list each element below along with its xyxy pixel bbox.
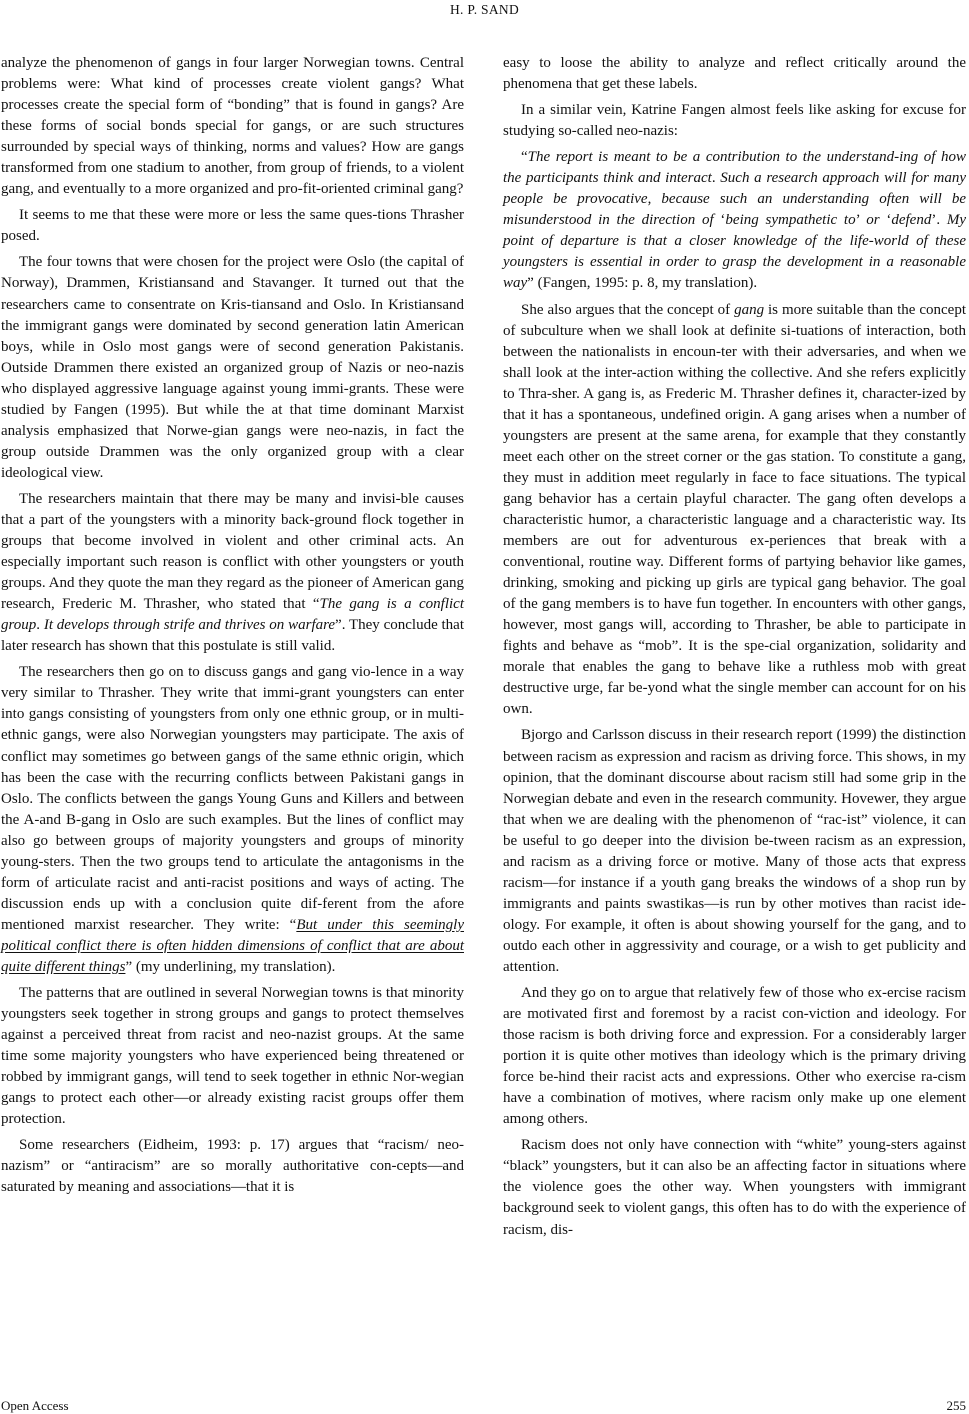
paragraph: The patterns that are outlined in several Norwegian towns is that minority youngsters seek together in strong groups and gangs to protect themselves against a perceived threat from racist and neo-nazist groups. At the same time some majority youngsters who have experienced being threatened or robbed by immigrant gangs, will tend to seek together in ethnic Nor-wegian gangs to protect each other—or already existing racist groups offer them protection.: [1, 985, 464, 1128]
paragraph: The four towns that were chosen for the project were Oslo (the capital of Norway), Drammen, Kristiansand and Stavanger. It turned out that the researchers came to consentrate on Kris-tiansand and Oslo. In Kristiansand the immigrant gangs were dominated by second generation latin American boys, while in Oslo most gangs were of second generation Pakistanis. Outside Drammen there existed an organized group of Nazis or neo-nazis who displayed aggressive language against young immi-grants. These were studied by Fangen (1995). But while the at that time dominant Marxist analysis emphasized that Norwe-gian gangs were neo-nazis, in fact the group outside Drammen was the only organized group with a clear ideological view.: [1, 254, 464, 481]
italic-quote: being sympathetic to: [725, 212, 856, 229]
italic-quote: The gang is a conflict group: [1, 596, 464, 634]
text-span: ” (Fangen, 1995: p. 8, my translation).: [527, 275, 758, 292]
footer-journal-label: Open Access: [1, 1398, 69, 1413]
right-column: [503, 53, 966, 1241]
text-span: is more suitable than the concept of subculture when we shall look at definite si-tuations of interaction, both between the nationalists in encoun-ter with their adversaries, and when we shall look at the inter-action withing the collective. And she refers explicitly to Thra-sher. A gang is, as Frederic M. Thrasher defines it, character-ized by that it has a spontaneous, undefined origin. A gang arises when a number of youngsters are present at the same arena, for example that they constantly meet each other on the street corner or the gas station. To constitute a gang, they must in addition meet regularly in face to face situations. The typical gang behavior has a certain playful character. The gang often develops a characteristic humor, a characteristic language and a characteristic way. Its members are out for adventurous ex-periences that break with a conventional, routine way. Different forms of partying behavior like games, drinking, smoking and picking up girls are typical gang behavior. The goal of the gang members is to have fun together. In encounters with other gangs, however, most gangs will, according to Thrasher, be able to participate in fights and behave as “mob”. It is the spe-cial organization, solidarity and morale that enables the gang to behave like a ruthless mob with great destructive urge, far be-yond what the single member can account for on his own.: [503, 301, 966, 718]
underlined-quote: But under this seemingly political conflict there is often hidden dimensions of conflict that are about quite different things: [1, 916, 464, 975]
paragraph: And they go on to argue that relatively few of those who ex-ercise racism are motivated first and foremost by a racist con-viction and ideology. For those racism is both driving force and expression. For a considerably larger portion it is quite other motives than ideology which is the primary driving force be-hind their racist acts and expressions. Other who exercise ra-cism have a combination of motives, where racism only make up one element among others.: [503, 985, 966, 1128]
running-header: H. P. SAND: [449, 2, 520, 17]
text-span: ,: [647, 191, 662, 208]
italic-quote: It develops through strife and thrives on warfare: [43, 617, 336, 634]
text-span: .: [36, 617, 44, 634]
text-span: ” (my underlining, my translation).: [125, 958, 336, 975]
paragraph: It seems to me that these were more or less the same ques-tions Thrasher posed.: [1, 207, 464, 245]
italic-quote: The report is meant to be a contribution to the understand-ing of how the participants think and interact: [503, 149, 966, 187]
italic-term: gang: [734, 301, 765, 318]
paragraph: analyze the phenomenon of gangs in four larger Norwegian towns. Central problems were: What kind of processes create violent gangs? What processes create the special form of “bonding” that is found in gangs? Are these forms of social bonds special for gangs, or are such structures surrounded by special ways of thinking, norms and values? How are gangs transformed from one stadium to another, from group of friends, to a violent gang, and eventually to a more organized and pro-fit-oriented criminal gang?: [1, 55, 464, 198]
paragraph: [1, 489, 464, 657]
paragraph: [1, 662, 464, 978]
italic-quote: My point of departure is that a closer knowledge of the life-world of these youngsters is essential in order to grasp the development in a reasonable way: [503, 212, 967, 292]
text-span: She also argues that the concept of: [521, 301, 735, 318]
text-span: ”. They conclude that later research has shown that this postulate is still valid.: [1, 617, 465, 655]
italic-quote: because such an understanding often will be misunderstood in the direction of: [503, 191, 967, 229]
text-span: ‘: [879, 212, 892, 229]
text-span: The researchers then go on to discuss gangs and gang vio-lence in a way very similar to Thrasher. They write that immi-grant youngsters can enter into gangs consisting of youngsters from only one ethnic group, or in multi-ethnic gangs, were also Norwegian youngsters may participate. The axis of conflict may sometimes go between gangs of the same ethnic origin, which has been the case with the recurring conflicts between Pakistani gangs in Oslo. The conflicts between the gangs Young Guns and Killers and between the A-and B-gang in Oslo are such examples. But the lines of conflict may also go between groups of majority youngsters and groups of minority young-sters. Then the two groups tend to articulate the antagonisms in the form of articulate racist and anti-racist positions and ways of acting. The discussion ends up with a conclusion quite dif-ferent from the afore mentioned marxist researcher. They write: “: [1, 664, 464, 933]
italic-quote: defend: [891, 212, 932, 229]
italic-quote: Such a research approach will for many people be provocative: [503, 170, 966, 208]
page-number: 255: [946, 1398, 966, 1413]
text-span: ‘: [713, 212, 726, 229]
block-quote-paragraph: [503, 147, 966, 294]
paragraph: Some researchers (Eidheim, 1993: p. 17) argues that “racism/ neo-nazism” or “antiracism” are so morally authoritative con-cepts—and saturated by meaning and associations—that it is: [1, 1137, 464, 1196]
paragraph: Bjorgo and Carlsson discuss in their research report (1999) the distinction between racism as expression and racism as driving force. This shows, in my opinion, that the dominant discourse about racism still had some grip in the Norwegian debate and even in the research community. Hovewer, they argue that when we are dealing with the phenomenon of “rac-ist” violence, it can be useful to go deeper into the division be-tween racism as an expression, and racism as a driving force or motive. Many of those acts that express racism—for instance if a youth gang breaks the windows of a shop run by immigrants and paints swastikas—is run by other motives than racist ide-ology. For example, it often is about showing yourself for the gang, and to outdo each other in aggressivity and courage, or a wish to get publicity and attention.: [503, 727, 966, 975]
text-span: “: [521, 149, 528, 166]
text-span: .: [711, 170, 721, 187]
text-span: ’: [855, 212, 867, 229]
paragraph: easy to loose the ability to analyze and reflect critically around the phenomena that get these labels.: [503, 55, 966, 93]
paragraph: In a similar vein, Katrine Fangen almost feels like asking for excuse for studying so-called neo-nazis:: [503, 102, 966, 140]
italic-quote: or: [866, 212, 880, 229]
left-column: [1, 53, 464, 1198]
paragraph: [503, 300, 966, 721]
text-span: The researchers maintain that there may be many and invisi-ble causes that a part of the youngsters with a minority back-ground flock together in groups that become involved in violent and other criminal acts. An especially important such reason is conflict with other youngsters or youth groups. And they quote the man they regard as the pioneer of American gang research, Frederic M. Thrasher, who stated that “: [1, 490, 464, 613]
text-span: .: [936, 212, 947, 229]
paragraph: Racism does not only have connection with “white” young-sters against “black” youngsters, but it can also be an affecting factor in situations where the violence goes the other way. When youngsters with immigrant background seek to violent gangs, this often has to do with the experience of racism, dis-: [503, 1137, 966, 1238]
text-span: ’: [931, 212, 937, 229]
